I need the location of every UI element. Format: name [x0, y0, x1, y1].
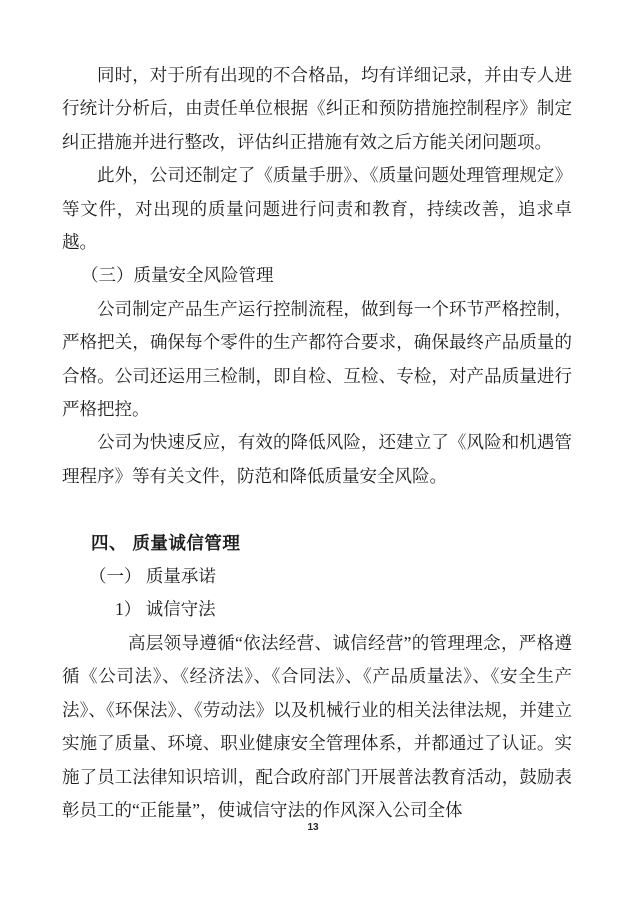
heading-integrity-law-abiding: 1） 诚信守法: [115, 599, 216, 620]
heading-quality-integrity-management: 四、 质量诚信管理: [91, 532, 241, 553]
paragraph-production-control: 公司制定产品生产运行控制流程，做到每一个环节严格控制，严格把关，确保每个零件的生产都符合要求，确保最终产品质量的合格。公司还运用三检制，即自检、互检、专检，对产品质量进行严格把控。: [62, 298, 572, 420]
document-body: [62, 59, 572, 827]
heading-quality-commitment: （一） 质量承诺: [89, 566, 216, 587]
paragraph-risk-procedures: 公司为快速反应，有效的降低风险，还建立了《风险和机遇管理程序》等有关文件，防范和降低质量安全风险。: [62, 432, 572, 486]
paragraph-quality-documents: 此外，公司还制定了《质量手册》、《质量问题处理管理规定》等文件，对出现的质量问题进行问责和教育，持续改善，追求卓越。: [62, 165, 572, 253]
paragraph-nonconforming-records: 同时，对于所有出现的不合格品，均有详细记录，并由专人进行统计分析后，由责任单位根据《纠正和预防措施控制程序》制定纠正措施并进行整改，评估纠正措施有效之后方能关闭问题项。: [62, 65, 572, 152]
paragraph-leadership-compliance: 高层领导遵循“依法经营、诚信经营”的管理理念，严格遵循《公司法》、《经济法》、《合同法》、《产品质量法》、《安全生产法》、《环保法》、《劳动法》以及机械行业的相关法律法规，并建立实施了质量、环境、职业健康安全管理体系，并都通过了认证。实施了员工法律知识培训，配合政府部门开展普法教育活动，鼓励表彰员工的“正能量”，使诚信守法的作风深入公司全体: [62, 632, 572, 820]
heading-quality-safety-risk: （三）质量安全风险管理: [81, 265, 274, 286]
page-number: 13: [307, 822, 319, 833]
